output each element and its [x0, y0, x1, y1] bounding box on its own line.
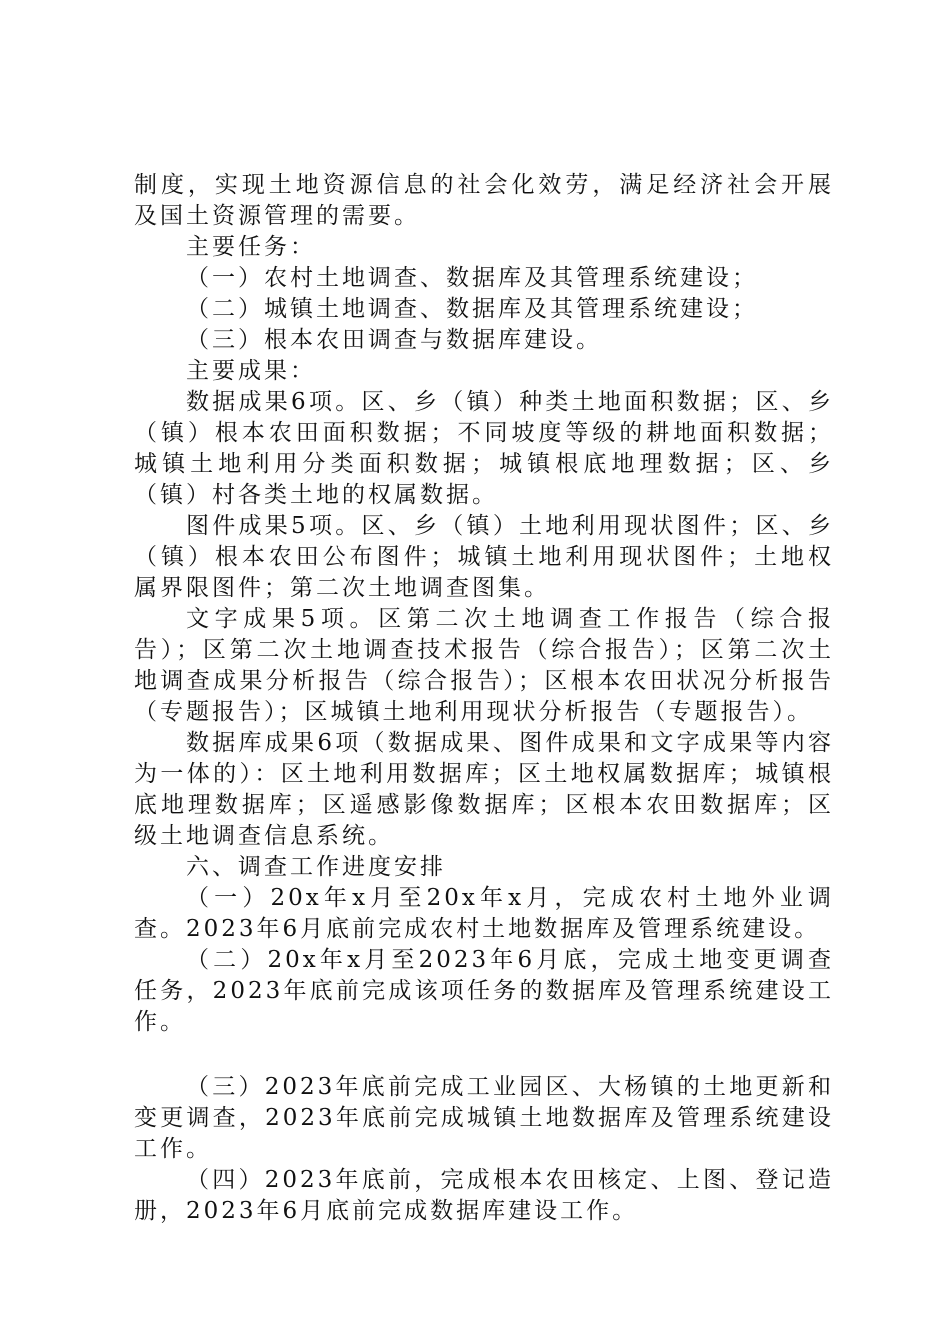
- result-data: 数据成果6项。区、乡（镇）种类土地面积数据；区、乡（镇）根本农田面积数据；不同坡度等级的耕地面积数据；城镇土地利用分类面积数据；城镇根底地理数据；区、乡（镇）村各类土地的权属数据。: [134, 389, 834, 508]
- schedule-item-3: （三）2023年底前完成工业园区、大杨镇的土地更新和变更调查，2023年底前完成城镇土地数据库及管理系统建设工作。: [134, 1074, 834, 1162]
- result-databases: 数据库成果6项（数据成果、图件成果和文字成果等内容为一体的）：区土地利用数据库；区土地权属数据库；城镇根底地理数据库；区遥感影像数据库；区根本农田数据库；区级土地调查信息系统。: [134, 730, 834, 849]
- paragraph-intro-continuation: 制度，实现土地资源信息的社会化效劳，满足经济社会开展及国土资源管理的需要。: [134, 172, 834, 229]
- schedule-item-2: （二）20x年x月至2023年6月底，完成土地变更调查任务，2023年底前完成该项任务的数据库及管理系统建设工作。: [134, 947, 834, 1035]
- task-item-2: （二）城镇土地调查、数据库及其管理系统建设；: [186, 296, 758, 322]
- document-body: [134, 170, 834, 1227]
- task-item-3: （三）根本农田调查与数据库建设。: [186, 327, 602, 353]
- result-maps: 图件成果5项。区、乡（镇）土地利用现状图件；区、乡（镇）根本农田公布图件；城镇土地利用现状图件；土地权属界限图件；第二次土地调查图集。: [134, 513, 834, 601]
- result-texts: 文字成果5项。区第二次土地调查工作报告（综合报告）；区第二次土地调查技术报告（综合报告）；区第二次土地调查成果分析报告（综合报告）；区根本农田状况分析报告（专题报告）；区城镇土地利用现状分析报告（专题报告）。: [134, 606, 834, 725]
- task-item-1: （一）农村土地调查、数据库及其管理系统建设；: [186, 265, 758, 291]
- schedule-item-4: （四）2023年底前，完成根本农田核定、上图、登记造册，2023年6月底前完成数据库建设工作。: [134, 1167, 834, 1224]
- schedule-item-1: （一）20x年x月至20x年x月，完成农村土地外业调查。2023年6月底前完成农村土地数据库及管理系统建设。: [134, 885, 834, 942]
- heading-schedule: 六、调查工作进度安排: [186, 854, 446, 880]
- heading-main-results: 主要成果：: [186, 358, 316, 384]
- heading-main-tasks: 主要任务：: [186, 234, 316, 260]
